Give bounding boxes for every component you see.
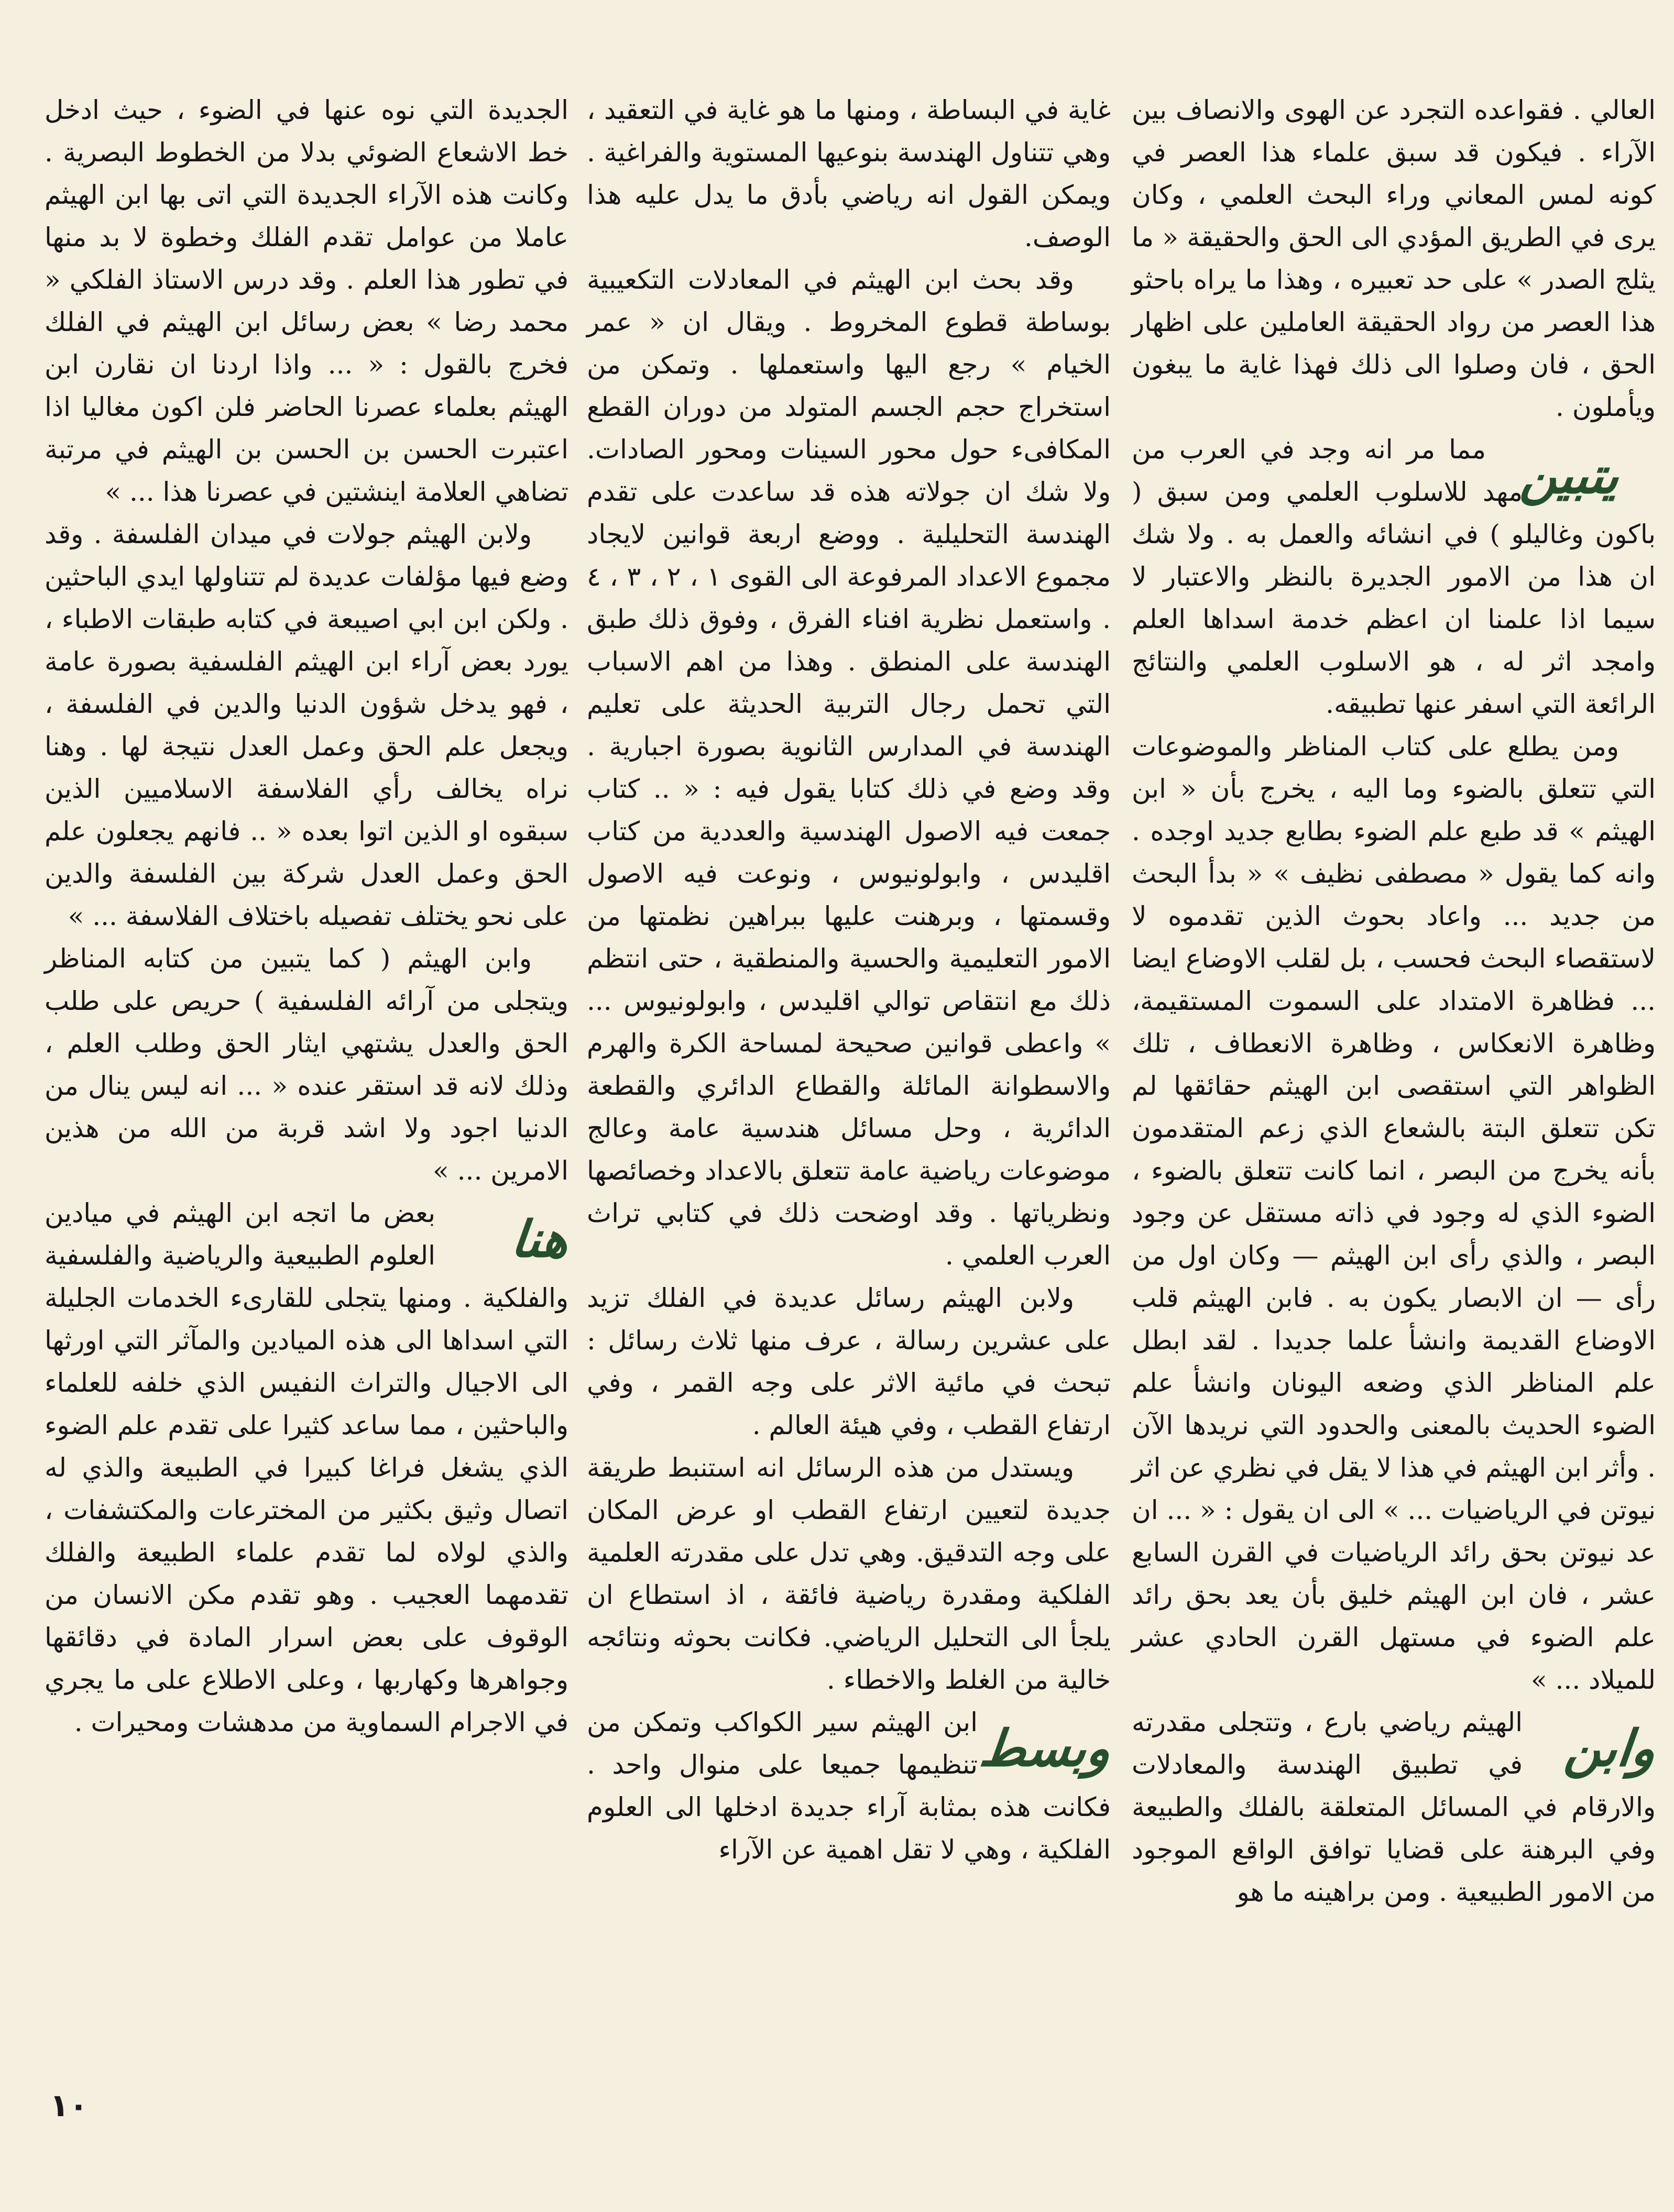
paragraph-text: ابن الهيثم سير الكواكب وتمكن من تنظيمها جميعا على منوال واحد . فكانت هذه بمثابة آراء جديدة ادخلها الى العلوم الفلكية ، وهي لا تقل اهمية عن الآراء bbox=[587, 1707, 1111, 1865]
paragraph: وابن الهيثم ( كما يتبين من كتابه المناظر ويتجلى من آرائه الفلسفية ) حريص على طلب الحق والعدل يشتهي ايثار الحق وطلب العلم ، وذلك لانه قد استقر عنده « ... انه ليس ينال من الدنيا اجود ولا اشد قربة من الله من هذين الامرين ... » bbox=[45, 943, 568, 1186]
paragraph-with-initial bbox=[45, 1192, 572, 1744]
column-middle bbox=[587, 89, 1114, 1871]
paragraph-text: بعض ما اتجه ابن الهيثم في ميادين العلوم الطبيعية والرياضية والفلسفية والفلكية . ومنها يتجلى للقارىء الخدمات الجليلة التي اسداها الى هذه الميادين والمآثر التي اورثها الى الاجيال والتراث النفيس الذي خلفه للعلماء والباحثين ، مما ساعد كثيرا على تقدم علم الضوء الذي يشغل فراغا كبيرا في الطبيعة والذي له اتصال وثيق بكثير من المخترعات والمكتشفات ، والذي لولاه لما تقدم علماء الطبيعة والفلك تقدمهما العجيب . وهو تقدم مكن الانسان من الوقوف على بعض اسرار المادة في دقائقها وجواهرها وكهاربها ، وعلى الاطلاع على ما يجري في الاجرام السماوية من مدهشات ومحيرات . bbox=[45, 1198, 568, 1737]
paragraph-text: الهيثم رياضي بارع ، وتتجلى مقدرته في تطبيق الهندسة والمعادلات والارقام في المسائل المتعلقة بالفلك والطبيعة وفي البرهنة على قضايا توافق الواقع الموجود من الامور الطبيعية . ومن براهينه ما هو bbox=[1132, 1707, 1656, 1907]
decorative-initial-word: وابن bbox=[1562, 1719, 1659, 1778]
decorative-initial-word: يتبين bbox=[1518, 446, 1622, 505]
paragraph: ومن يطلع على كتاب المناظر والموضوعات التي تتعلق بالضوء وما اليه ، يخرج بأن « ابن الهيثم » قد طبع علم الضوء بطابع جديد اوجده . وانه كما يقول « مصطفى نظيف » « بدأ البحث من جديد ... واعاد بحوث الذين تقدموه لا لاستقصاء البحث فحسب ، بل لقلب الاوضاع ايضا ... فظاهرة الامتداد على السموت المستقيمة، وظاهرة الانعكاس ، وظاهرة الانعطاف ، تلك الظواهر التي استقصى ابن الهيثم حقائقها لم تكن تتعلق البتة بالشعاع الذي زعم المتقدمون بأنه يخرج من البصر ، انما كانت تتعلق بالضوء ، الضوء الذي له وجود في ذاته مستقل عن وجود البصر ، والذي رأى ابن الهيثم — وكان اول من رأى — ان الابصار يكون به . فابن الهيثم قلب الاوضاع القديمة وانشأ علما جديدا . لقد ابطل علم المناظر الذي وضعه اليونان وانشأ علم الضوء الحديث بالمعنى والحدود التي نريدها الآن . وأثر ابن الهيثم في هذا لا يقل في نظري عن اثر نيوتن في الرياضيات ... » الى ان يقول : « ... ان عد نيوتن بحق رائد الرياضيات في القرن السابع عشر ، فان ابن الهيثم خليق بأن يعد بحق رائد علم الضوء في مستهل القرن الحادي عشر للميلاد ... » bbox=[1132, 731, 1656, 1695]
paragraph-with-initial bbox=[587, 1701, 1114, 1871]
paragraph: غاية في البساطة ، ومنها ما هو غاية في التعقيد ، وهي تتناول الهندسة بنوعيها المستوية والفراغية . ويمكن القول انه رياضي بأدق ما يدل عليه هذا الوصف. bbox=[587, 95, 1111, 252]
paragraph-with-initial bbox=[1132, 428, 1656, 725]
paragraph: ولابن الهيثم جولات في ميدان الفلسفة . وقد وضع فيها مؤلفات عديدة لم تتناولها ايدي الباحثين . ولكن ابن ابي اصيبعة في كتابه طبقات الاطباء ، يورد بعض آراء ابن الهيثم الفلسفية بصورة عامة ، فهو يدخل شؤون الدنيا والدين في الفلسفة ، ويجعل علم الحق وعمل العدل نتيجة لها . وهنا نراه يخالف رأي الفلاسفة الاسلاميين الذين سبقوه او الذين اتوا بعده « .. فانهم يجعلون علم الحق وعمل العدل شركة بين الفلسفة والدين على نحو يختلف تفصيله باختلاف الفلاسفة ... » bbox=[45, 519, 568, 931]
decorative-initial-word: هنا bbox=[508, 1209, 572, 1269]
page-number: ١٠ bbox=[50, 2087, 89, 2124]
paragraph: الجديدة التي نوه عنها في الضوء ، حيث ادخل خط الاشعاع الضوئي بدلا من الخطوط البصرية . وكانت هذه الآراء الجديدة التي اتى بها ابن الهيثم عاملا من عوامل تقدم الفلك وخطوة لا بد منها في تطور هذا العلم . وقد درس الاستاذ الفلكي « محمد رضا » بعض رسائل ابن الهيثم في الفلك فخرج بالقول : « ... واذا اردنا ان نقارن ابن الهيثم بعلماء عصرنا الحاضر فلن اكون مغاليا اذا اعتبرت الحسن بن الحسن بن الهيثم في مرتبة تضاهي العلامة اينشتين في عصرنا هذا ... » bbox=[45, 95, 568, 507]
paragraph: ويستدل من هذه الرسائل انه استنبط طريقة جديدة لتعيين ارتفاع القطب او عرض المكان على وجه التدقيق. وهي تدل على مقدرته العلمية الفلكية ومقدرة رياضية فائقة ، اذ استطاع ان يلجأ الى التحليل الرياضي. فكانت بحوثه ونتائجه خالية من الغلط والاخطاء . bbox=[587, 1452, 1111, 1695]
column-right bbox=[1132, 89, 1659, 1913]
decorative-initial-word: وبسط bbox=[977, 1719, 1114, 1778]
paragraph-with-initial bbox=[1132, 1701, 1659, 1913]
column-left bbox=[45, 89, 572, 1744]
paragraph: وقد بحث ابن الهيثم في المعادلات التكعيبية بوساطة قطوع المخروط . ويقال ان « عمر الخيام » رجع اليها واستعملها . وتمكن من استخراج حجم الجسم المتولد من دوران القطع المكافىء حول محور السينات ومحور الصادات. ولا شك ان جولاته هذه قد ساعدت على تقدم الهندسة التحليلية . ووضع اربعة قوانين لايجاد مجموع الاعداد المرفوعة الى القوى ١ ، ٢ ، ٣ ، ٤ . واستعمل نظرية افناء الفرق ، وفوق ذلك طبق الهندسة على المنطق . وهذا من اهم الاسباب التي تحمل رجال التربية الحديثة على تعليم الهندسة في المدارس الثانوية بصورة اجبارية . وقد وضع في ذلك كتابا يقول فيه : « .. كتاب جمعت فيه الاصول الهندسية والعددية من كتاب اقليدس ، وابولونيوس ، ونوعت فيه الاصول وقسمتها ، وبرهنت عليها ببراهين نظمتها من الامور التعليمية والحسية والمنطقية ، حتى انتظم ذلك مع انتقاص توالي اقليدس ، وابولونيوس ... » واعطى قوانين صحيحة لمساحة الكرة والهرم والاسطوانة المائلة والقطاع الدائري والقطعة الدائرية ، وحل مسائل هندسية عامة وعالج موضوعات رياضية عامة تتعلق بالاعداد وخصائصها ونظرياتها . وقد اوضحت ذلك في كتابي تراث العرب العلمي . bbox=[587, 265, 1111, 1271]
paragraph: ولابن الهيثم رسائل عديدة في الفلك تزيد على عشرين رسالة ، عرف منها ثلاث رسائل : تبحث في مائية الاثر على وجه القمر ، وفي ارتفاع القطب ، وفي هيئة العالم . bbox=[587, 1283, 1111, 1440]
paragraph: العالي . فقواعده التجرد عن الهوى والانصاف بين الآراء . فيكون قد سبق علماء هذا العصر في كونه لمس المعاني وراء البحث العلمي ، وكان يرى في الطريق المؤدي الى الحق والحقيقة « ما يثلج الصدر » على حد تعبيره ، وهذا ما يراه باحثو هذا العصر من رواد الحقيقة العاملين على اظهار الحق ، فان وصلوا الى ذلك فهذا غاية ما يبغون ويأملون . bbox=[1132, 95, 1656, 422]
paragraph-text: مما مر انه وجد في العرب من مهد للاسلوب العلمي ومن سبق ( باكون وغاليلو ) في انشائه والعمل به . ولا شك ان هذا من الامور الجديرة بالنظر والاعتبار لا سيما اذا علمنا ان اعظم خدمة اسداها العلم وامجد اثر له ، هو الاسلوب العلمي والنتائج الرائعة التي اسفر عنها تطبيقه. bbox=[1132, 434, 1656, 719]
